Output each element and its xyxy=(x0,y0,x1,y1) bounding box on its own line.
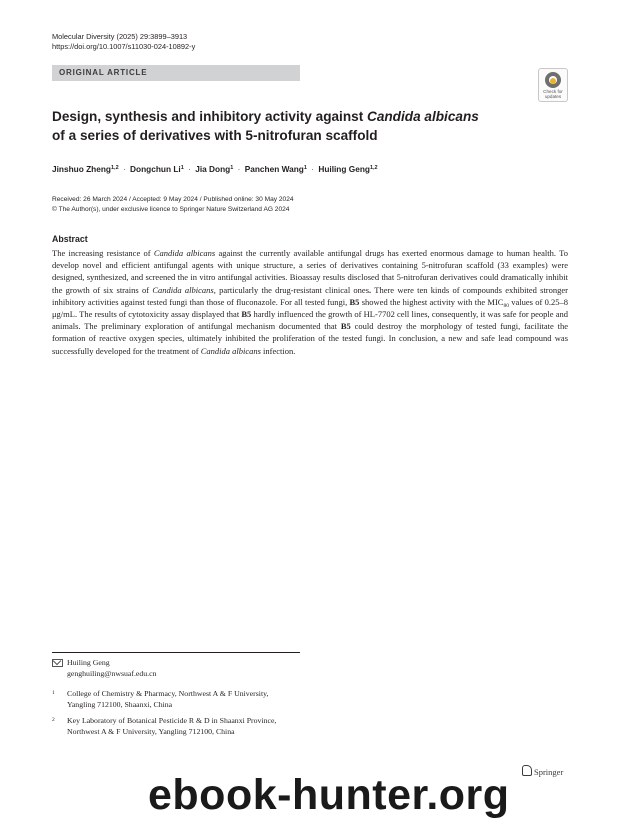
doi-link[interactable]: https://doi.org/10.1007/s11030-024-10892-y xyxy=(52,42,196,51)
corresponding-author-name: Huiling Geng xyxy=(67,658,110,667)
author-name[interactable]: Huiling Geng xyxy=(318,164,370,174)
title-species: Candida albicans xyxy=(367,109,479,124)
abstract-text xyxy=(52,247,568,357)
author-affiliation: 1 xyxy=(180,165,184,171)
abstract-segment: showed the highest activity with the MIC xyxy=(359,296,504,307)
abstract-segment: infection. xyxy=(260,345,296,356)
abstract-segment: values of 0.25–8 μg/mL. The results of cytotoxicity assay displayed that xyxy=(52,296,569,320)
badge-line-1: Check for xyxy=(543,89,563,94)
author-affiliation: 1,2 xyxy=(369,165,378,171)
abstract-segment: , particularly the drug-resistant clinical ones xyxy=(213,284,370,295)
compound-label: B5 xyxy=(241,309,252,320)
author-affiliation: 1 xyxy=(230,165,234,171)
title-part-1: Design, synthesis and inhibitory activity against xyxy=(52,109,367,124)
author-separator: · xyxy=(122,164,126,174)
watermark: ebook-hunter.org xyxy=(148,771,510,819)
abstract-segment: There were ten kinds of compounds exhibited stronger inhibitory activities against tested fungi than those of fluconazole. For all tested fungi, xyxy=(52,284,568,307)
affiliation-text: Key Laboratory of Botanical Pesticide R & D in Shaanxi Province, Northwest A & F University, Yangling 712100, China xyxy=(67,716,277,736)
author-name[interactable]: Jinshuo Zheng xyxy=(52,164,111,174)
mic-subscript: 80 xyxy=(503,302,509,309)
springer-horse-icon xyxy=(522,765,532,776)
paper-title xyxy=(52,107,532,145)
abstract-species: Candida albicans xyxy=(152,284,214,295)
author-name[interactable]: Panchen Wang xyxy=(244,164,304,174)
article-type-banner xyxy=(52,65,300,81)
copyright-line: © The Author(s), under exclusive licence to Springer Nature Switzerland AG 2024 xyxy=(52,206,290,213)
author-separator: · xyxy=(188,164,191,174)
crossmark-icon xyxy=(545,72,561,88)
abstract-segment: The increasing resistance of xyxy=(52,248,154,258)
footnote-divider xyxy=(52,652,300,653)
author-affiliation: 1,2 xyxy=(111,165,119,171)
affiliation-text: College of Chemistry & Pharmacy, Northwest A & F University, Yangling 712100, Shaanxi, China xyxy=(67,689,269,709)
journal-citation: Molecular Diversity (2025) 29:3899–3913 xyxy=(52,32,188,41)
envelope-icon xyxy=(52,659,63,667)
publisher-name: Springer xyxy=(534,767,564,777)
abstract-heading: Abstract xyxy=(52,234,88,244)
publisher-logo xyxy=(522,765,563,777)
badge-line-2: updates xyxy=(544,94,562,99)
publication-dates xyxy=(52,195,294,215)
affiliation-number: 2 xyxy=(52,717,55,723)
journal-header xyxy=(52,32,195,52)
corresponding-author-email[interactable]: genghuiling@nwsuaf.edu.cn xyxy=(67,669,157,678)
affiliation-number: 1 xyxy=(52,690,55,696)
check-for-updates-badge[interactable] xyxy=(538,68,568,102)
abstract-segment: could destroy the morphology of tested fungi, facilitate the formation of reactive oxygen species, ultimately inhibited the proliferation of the tested fungi. In conclusion, a new and safe lead compound was successfully developed for the treatment of xyxy=(52,321,569,356)
title-part-2: of a series of derivatives with 5-nitrofuran scaffold xyxy=(52,128,378,143)
author-separator: · xyxy=(311,164,315,174)
abstract-species: Candida albicans xyxy=(153,248,216,258)
dates-line: Received: 26 March 2024 / Accepted: 9 May 2024 / Published online: 30 May 2024 xyxy=(52,196,294,203)
author-separator: · xyxy=(237,164,241,174)
abstract-species: Candida albicans xyxy=(200,345,261,356)
author-name[interactable]: Dongchun Li xyxy=(130,164,181,174)
abstract-bold-period: . xyxy=(369,284,372,295)
compound-label: B5 xyxy=(340,321,351,332)
abstract-segment: against the currently available antifungal drugs has exerted enormous damage to human health. To develop novel and efficient antifungal agents with unique structure, a series of derivatives containing 5-nitrofuran scaffold (33 examples) were designed, synthesized, and screened the in vitro antifungal activities. Bioassay results disclosed that 5-nitrofuran derivatives could dramatically inhibit the growth of six strains of xyxy=(52,248,568,295)
author-list xyxy=(52,164,378,174)
abstract-segment: hardly influenced the growth of HL-7702 cell lines, consequently, it was safe for people and animals. The preliminary exploration of antifungal mechanism documented that xyxy=(52,309,568,332)
compound-label: B5 xyxy=(349,296,360,307)
article-type-label: ORIGINAL ARTICLE xyxy=(59,68,148,77)
author-affiliation: 1 xyxy=(303,165,307,171)
author-name[interactable]: Jia Dong xyxy=(195,164,231,174)
